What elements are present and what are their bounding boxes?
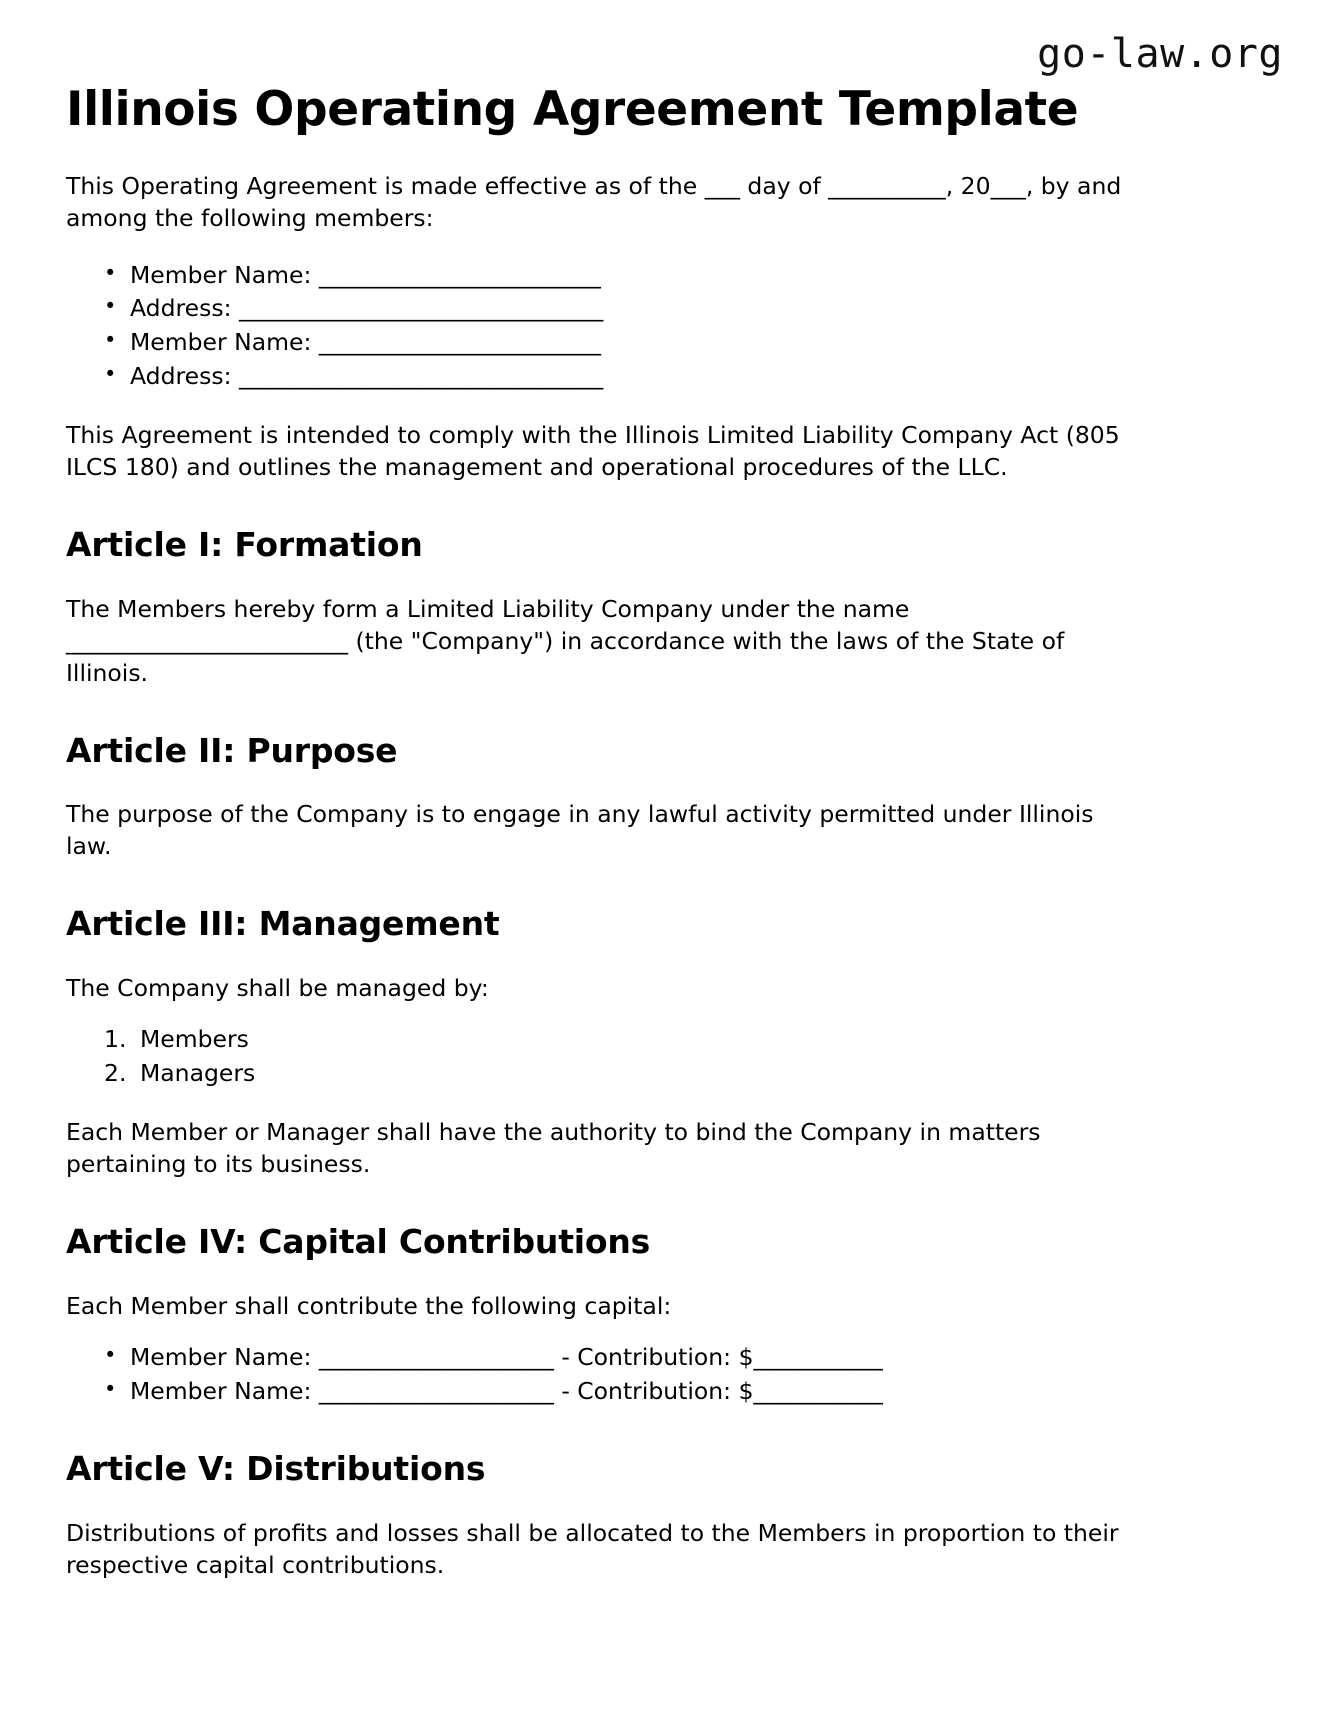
article-ii-body: The purpose of the Company is to engage in any lawful activity permitted under Illinois law. [66, 800, 1094, 861]
article-iii-body: The Company shall be managed by: [66, 974, 489, 1003]
list-item: • Member Name: ____________________ - Contribution: $___________ [104, 1375, 1144, 1409]
list-item: • Address: _______________________________ [104, 292, 1144, 326]
site-watermark: go-law.org [1037, 31, 1283, 77]
document-content [66, 84, 1144, 1606]
management-ordered-list [66, 1023, 1144, 1091]
list-item: • Address: _______________________________ [104, 360, 1144, 394]
list-item: Members [140, 1025, 249, 1054]
article-heading-v: Article V: Distributions [66, 1449, 486, 1489]
page-title: Illinois Operating Agreement Template [66, 82, 1079, 137]
list-item: • Member Name: ____________________ - Contribution: $___________ [104, 1341, 1144, 1375]
capital-contributions-list [66, 1341, 1144, 1409]
article-v-body: Distributions of profits and losses shall be allocated to the Members in proportion to their respective capital contributions. [66, 1519, 1119, 1580]
article-i-body: The Members hereby form a Limited Liability Company under the name ________________________ (the "Company") in accordance with the laws of the State of Illinois. [66, 594, 1065, 687]
list-item: Managers [140, 1059, 256, 1088]
article-heading-iii: Article III: Management [66, 904, 500, 944]
article-heading-ii: Article II: Purpose [66, 730, 398, 770]
article-heading-iv: Article IV: Capital Contributions [66, 1221, 651, 1261]
list-item: • Member Name: ________________________ [104, 259, 1144, 293]
compliance-paragraph: This Agreement is intended to comply with the Illinois Limited Liability Company Act (805 ILCS 180) and outlines the management and operational procedures of the LLC. [66, 420, 1120, 481]
article-iv-body: Each Member shall contribute the following capital: [66, 1291, 672, 1320]
article-heading-i: Article I: Formation [66, 524, 423, 564]
article-iii-body-2: Each Member or Manager shall have the authority to bind the Company in matters pertaining to its business. [66, 1117, 1041, 1178]
members-list [66, 259, 1144, 394]
list-item: • Member Name: ________________________ [104, 326, 1144, 360]
intro-paragraph: This Operating Agreement is made effective as of the ___ day of __________, 20___, by and among the following members: [66, 171, 1122, 232]
